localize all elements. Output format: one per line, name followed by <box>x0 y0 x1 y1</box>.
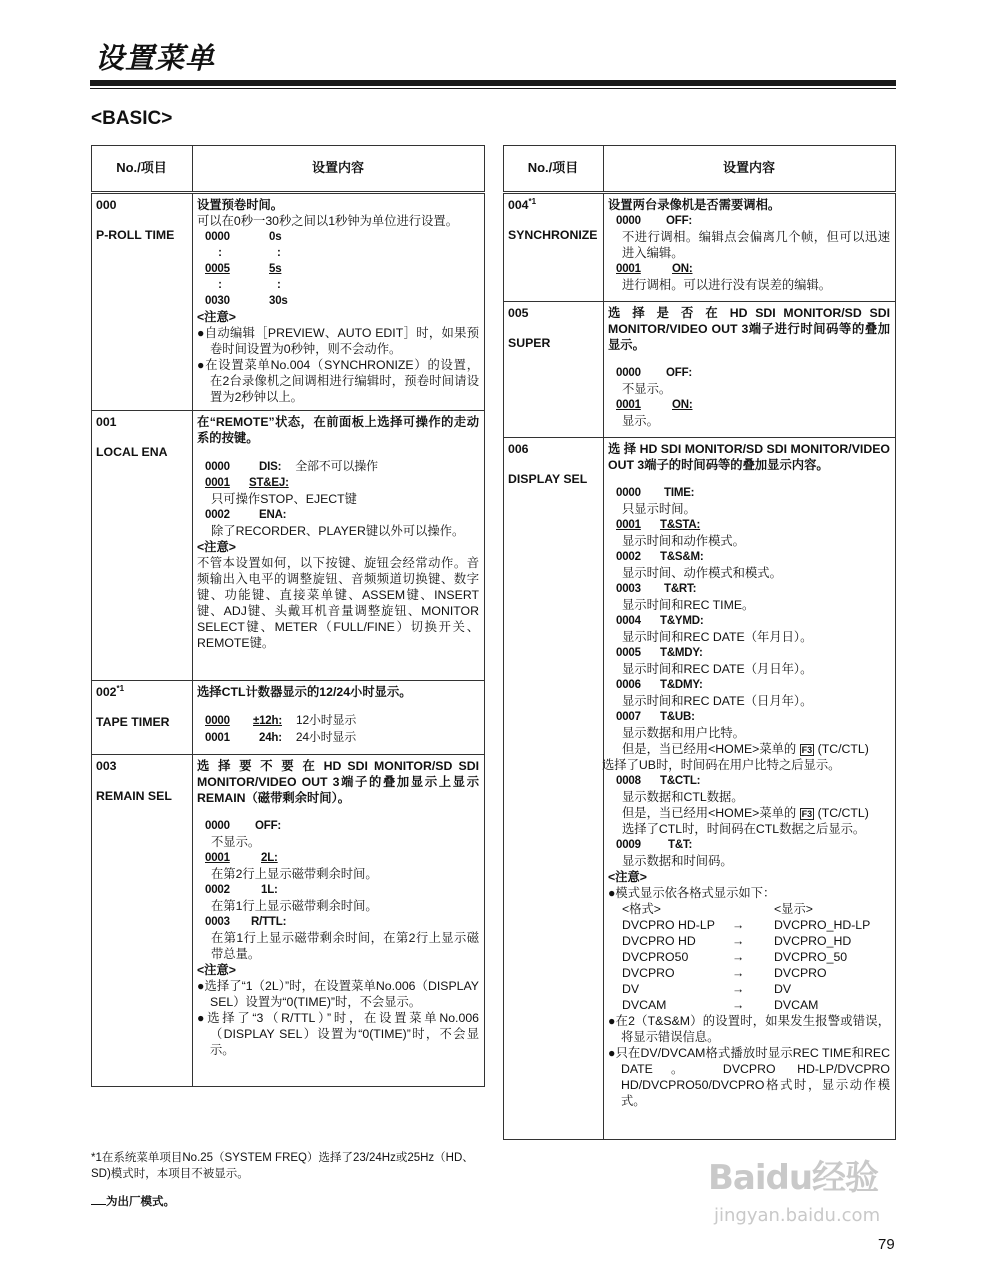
content-cell <box>604 302 896 438</box>
note-title: <注意> <box>608 870 647 884</box>
title-rule-thin <box>90 88 896 89</box>
content-cell <box>193 681 485 755</box>
setting-row-003 <box>92 755 485 1087</box>
option-row: 0002 ENA: <box>205 509 287 521</box>
item-name: LOCAL ENA <box>96 445 168 459</box>
item-number: 000 <box>96 198 117 212</box>
item-heading: 在“REMOTE”状态，在前面板上选择可操作的走动系的按键。 <box>197 415 479 445</box>
content-cell <box>193 193 485 411</box>
option-description: 显示。 <box>622 414 659 428</box>
note-bullet: ●选择了“3（R/TTL）”时，在设置菜单No.006（DISPLAY SEL）设置为“0(TIME)”时，不会显示。 <box>197 1011 479 1057</box>
option-row-default: 0001 ON: <box>616 399 693 411</box>
option-description: 在第1行上显示磁带剩余时间，在第2行上显示磁带总量。 <box>211 931 479 961</box>
note-bullet: ●在2（T&S&M）的设置时，如果发生报警或错误，将显示错误信息。 <box>608 1014 890 1044</box>
page-number: 79 <box>878 1236 895 1253</box>
note-bullet: ●模式显示依各格式显示如下： <box>608 886 776 900</box>
settings-table-left <box>91 145 485 1087</box>
format-table-header: <格式> <显示> <box>622 902 813 916</box>
item-name: SYNCHRONIZE <box>508 228 598 242</box>
item-cell <box>504 302 604 438</box>
item-heading: 选 择 要 不 要 在 HD SDI MONITOR/SD SDI MONITOR/VIDEO OUT 3端子的叠加显示上显示REMAIN（磁带剩余时间）。 <box>197 759 479 805</box>
format-row: DVCPRO HD → DVCPRO_HD <box>622 934 852 948</box>
option-row: 0000 TIME: <box>616 487 695 499</box>
item-heading: 选 择 HD SDI MONITOR/SD SDI MONITOR/VIDEO OUT 3端子的时间码等的叠加显示内容。 <box>608 442 890 472</box>
note-bullet: ●选择了“1（2L）”时，在设置菜单No.006（DISPLAY SEL）设置为“0(TIME)”时，不会显示。 <box>197 979 479 1009</box>
format-row: DVCAM → DVCAM <box>622 998 819 1012</box>
format-row: DV → DV <box>622 982 792 996</box>
settings-table-right <box>503 145 896 1140</box>
item-cell <box>92 193 193 411</box>
note-title: <注意> <box>197 540 236 554</box>
factory-default-note: 为出厂模式。 <box>91 1193 175 1209</box>
item-number: 005 <box>508 306 529 320</box>
option-description: 显示数据和用户比特。 <box>622 726 745 740</box>
header-content: 设置内容 <box>604 146 896 193</box>
option-row: 0003 T&RT: <box>616 583 697 595</box>
option-row: 0030 30s <box>205 295 288 307</box>
underline-marker <box>91 1204 106 1205</box>
format-row: DVCPRO → DVCPRO <box>622 966 827 980</box>
item-name: REMAIN SEL <box>96 789 172 803</box>
option-description: 在第2行上显示磁带剩余时间。 <box>211 867 378 881</box>
item-heading: 选择CTL计数器显示的12/24小时显示。 <box>197 685 412 699</box>
option-row: 0000 OFF: <box>616 215 693 227</box>
item-cell <box>92 681 193 755</box>
table-header-row <box>504 146 896 193</box>
content-cell <box>604 438 896 1140</box>
content-cell <box>193 411 485 681</box>
item-heading: 设置预卷时间。 <box>197 198 284 212</box>
option-row-default: 0005 5s <box>205 263 282 275</box>
option-ellipsis: : : <box>218 247 281 259</box>
option-row: 0005 T&MDY: <box>616 647 703 659</box>
item-number: 003 <box>96 759 117 773</box>
item-description: 可以在0秒一30秒之间以1秒钟为单位进行设置。 <box>197 214 458 228</box>
watermark-url: jingyan.baidu.com <box>714 1205 881 1226</box>
content-cell <box>193 755 485 1087</box>
item-cell <box>504 438 604 1140</box>
option-description: 显示时间和动作模式。 <box>622 534 745 548</box>
header-item: No./项目 <box>504 146 604 193</box>
option-description: 显示时间和REC DATE（月日年）。 <box>622 662 813 676</box>
option-row-default: 0000 ±12h: 12小时显示 <box>205 713 357 727</box>
option-description: 但是，当已经用<HOME>菜单的 F3 (TC/CTL) <box>622 742 869 756</box>
option-description: 显示时间和REC DATE（日月年）。 <box>622 694 813 708</box>
setting-row-006 <box>504 438 896 1140</box>
option-ellipsis: : : <box>218 279 281 291</box>
option-row-default: 0001 T&STA: <box>616 519 701 531</box>
item-heading: 选 择 是 否 在 HD SDI MONITOR/SD SDI MONITOR/VIDEO OUT 3端子进行时间码等的叠加显示。 <box>608 306 890 352</box>
option-row: 0001 24h: 24小时显示 <box>205 730 357 744</box>
option-row: 0002 T&S&M: <box>616 551 704 563</box>
option-row: 0002 1L: <box>205 884 278 896</box>
format-row: DVCPRO HD-LP → DVCPRO_HD-LP <box>622 918 871 932</box>
option-description: 进行调相。可以进行没有误差的编辑。 <box>622 278 832 292</box>
section-title: <BASIC> <box>91 108 173 129</box>
header-content: 设置内容 <box>193 146 485 193</box>
option-description: 在第1行上显示磁带剩余时间。 <box>211 899 378 913</box>
table-header-row <box>92 146 485 193</box>
item-number: 002$^{*1}$ <box>96 683 125 699</box>
item-cell <box>504 193 604 302</box>
f3-key-icon: F3 <box>801 809 813 819</box>
baidu-watermark <box>708 1150 948 1250</box>
footnote: *1在系统菜单项目No.25（SYSTEM FREQ）选择了23/24Hz或25Hz（HD、SD)模式时，本项目不被显示。 <box>91 1152 474 1180</box>
item-number: 006 <box>508 442 529 456</box>
option-row-default: 0001 ST&EJ: <box>205 477 289 489</box>
note-text: 不管本设置如何，以下按键、旋钮会经常动作。音频输出入电平的调整旋钮、音频频道切换键、数字键、功能键、直接菜单键、ASSEM键、INSERT键、ADJ键、头戴耳机音量调整旋钮、MONITOR SELECT键、METER（FULL/FINE）切换开关、REMOTE键。 <box>197 556 479 650</box>
content-cell <box>604 193 896 302</box>
note-title: <注意> <box>197 963 236 977</box>
watermark-logo: Baidu经验 <box>708 1158 879 1198</box>
option-row: 0003 R/TTL: <box>205 916 287 928</box>
option-row: 0000 OFF: <box>205 820 282 832</box>
option-description: 只显示时间。 <box>622 502 696 516</box>
item-cell <box>92 755 193 1087</box>
option-description: 只可操作STOP、EJECT键 <box>211 492 357 506</box>
note-bullet: ●只在DV/DVCAM格式播放时显示REC TIME和REC DATE。 DVCPRO HD-LP/DVCPRO HD/DVCPRO50/DVCPRO格式时，显示动作模式。 <box>608 1046 890 1108</box>
note-bullet: ●在设置菜单No.004（SYNCHRONIZE）的设置，在2台录像机之间调相进行编辑时，预卷时间请设置为2秒钟以上。 <box>197 358 479 404</box>
item-number: 001 <box>96 415 117 429</box>
option-description: 不进行调相。编辑点会偏离几个帧，但可以迅速进入编辑。 <box>622 230 890 260</box>
title-rule <box>90 80 896 86</box>
item-name: TAPE TIMER <box>96 715 170 729</box>
option-description: 不显示。 <box>211 835 261 849</box>
option-row: 0000 OFF: <box>616 367 693 379</box>
item-cell <box>92 411 193 681</box>
option-row: 0004 T&YMD: <box>616 615 704 627</box>
header-item: No./项目 <box>92 146 193 193</box>
setting-row-000 <box>92 193 485 411</box>
option-description: 不显示。 <box>622 382 672 396</box>
option-row: 0000 0s <box>205 231 282 243</box>
option-description: 显示数据和时间码。 <box>622 854 733 868</box>
item-heading: 设置两台录像机是否需要调相。 <box>608 198 781 212</box>
option-row-default: 0001 2L: <box>205 852 278 864</box>
option-description: 显示时间和REC DATE（年月日）。 <box>622 630 813 644</box>
option-description: 显示时间、动作模式和模式。 <box>622 566 782 580</box>
option-row: 0008 T&CTL: <box>616 775 701 787</box>
option-description: 但是，当已经用<HOME>菜单的 F3 (TC/CTL) <box>622 806 869 820</box>
option-row-default: 0001 ON: <box>616 263 693 275</box>
setting-row-001 <box>92 411 485 681</box>
option-row: 0009 T&T: <box>616 839 693 851</box>
option-description: 选择了UB时，时间码在用户比特之后显示。 <box>602 758 841 772</box>
item-name: DISPLAY SEL <box>508 472 588 486</box>
note-title: <注意> <box>197 310 236 324</box>
item-number: 004$^{*1}$ <box>508 196 537 212</box>
option-row: 0006 T&DMY: <box>616 679 703 691</box>
option-description: 显示时间和REC TIME。 <box>622 598 755 612</box>
option-description: 显示数据和CTL数据。 <box>622 790 744 804</box>
format-row: DVCPRO50 → DVCPRO_50 <box>622 950 848 964</box>
option-row: 0000 DIS: 全部不可以操作 <box>205 459 378 473</box>
option-description: 选择了CTL时，时间码在CTL数据之后显示。 <box>622 822 866 836</box>
setting-row-005 <box>504 302 896 438</box>
setting-row-002 <box>92 681 485 755</box>
option-row: 0007 T&UB: <box>616 711 695 723</box>
setting-row-004 <box>504 193 896 302</box>
page-title: 设置菜单 <box>95 41 216 75</box>
item-name: SUPER <box>508 336 551 350</box>
f3-key-icon: F3 <box>801 745 813 755</box>
option-description: 除了RECORDER、PLAYER键以外可以操作。 <box>211 524 465 538</box>
item-name: P-ROLL TIME <box>96 228 175 242</box>
note-bullet: ●自动编辑［PREVIEW、AUTO EDIT］时，如果预卷时间设置为0秒钟，则不会动作。 <box>197 326 479 356</box>
